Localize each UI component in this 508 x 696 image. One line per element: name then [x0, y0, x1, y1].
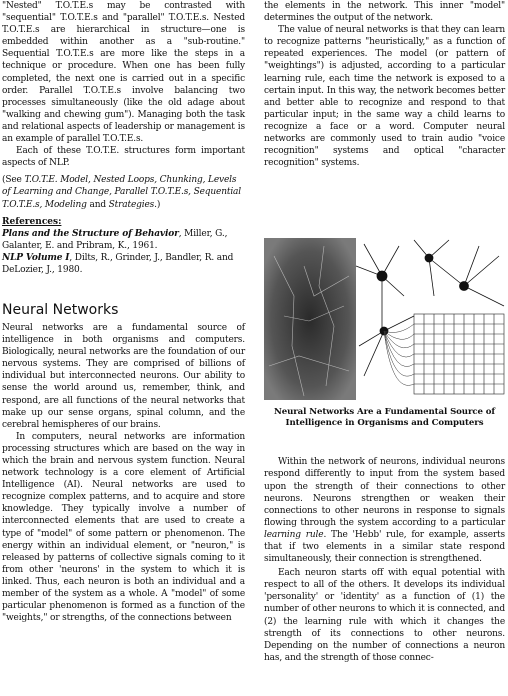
see-last: Strategies	[108, 199, 155, 210]
learning-rule-term: learning rule	[264, 529, 324, 540]
paragraph-neural-networks-intro: Neural networks are a fundamental source of intelligence in both organisms and computers. Biologically, neural networks are the foundation of our nervous systems. They are comprised of billions of individual but interconnected neurons. Our ability to sense the world around us, remember, think, and respond, are all functions of the neural networks that make up our sense organs, spinal column, and the cerebral hemispheres of our brains.	[2, 322, 245, 430]
paragraph-totes-structures: Each of these T.O.T.E. structures form important aspects of NLP.	[2, 146, 245, 169]
left-column	[2, 0, 245, 624]
connection-fibers	[384, 324, 414, 385]
paragraph-learning-rule	[264, 456, 505, 565]
see-and: and	[86, 199, 109, 210]
neurons-illustration	[264, 236, 506, 401]
paragraph-computer-neural-networks: In computers, neural networks are information processing structures which are based on the way in which the brain and nervous system function. Neural network technology is a core element of Artificial Intelligence (AI). Neural networks are used to recognize complex patterns, and to acquire and store knowledge. They typically involve a number of interconnected elements that are used to create a type of "model" of some pattern or phenomenon. The energy within an individual element, or "neuron," is released by patterns of collective signals coming to it from other 'neurons' in the system to which it is linked. Thus, each neuron is both an individual and a member of the system as a whole. A "model" of some particular phenomenon is formed as a function of the "weights," or strengths, of the connections between	[2, 431, 245, 624]
micrograph-background	[264, 238, 356, 400]
reference-2-title: NLP Volume I	[2, 252, 70, 263]
reference-1	[2, 228, 245, 252]
paragraph-neuron-identity: Each neuron starts off with equal potential with respect to all of the others. It develops its individual 'personality' or 'identity' as a function of (1) the number of other neurons to which it is connected, and (2) the learning rule with which it changes the strength of its connections to other neurons. Depending on the number of connections a neuron has, and the strength of those connec-	[264, 568, 505, 663]
neural-network-figure	[264, 236, 506, 401]
network-grid	[414, 314, 504, 394]
paragraph-value-of-networks: The value of neural networks is that they can learn to recognize patterns "heuristically," as a function of repeated experiences. The model (or pattern of "weightings") is adjusted, according to a particular learning rule, each time the network is exposed to a certain input. In this way, the network becomes better and better able to recognize and respond to that particular input; in the same way a child learns to recognize a face or a word. Computer neural networks are commonly used to train audio "voice recognition" systems and optical "character recognition" systems.	[264, 25, 505, 169]
see-also-reference	[2, 174, 245, 210]
reference-2-details: , Dilts, R., Grinder, J., Bandler, R. and DeLozier, J., 1980.	[2, 252, 234, 275]
reference-1-title: Plans and the Structure of Behavior	[2, 228, 179, 239]
references-heading: References:	[2, 216, 62, 227]
section-title: Neural Networks	[2, 301, 119, 318]
neuron-drawings	[356, 240, 504, 376]
reference-1-details: , Miller, G., Galanter, E. and Pribram, K., 1961.	[2, 228, 228, 251]
see-items: T.O.T.E. Model, Nested Loops, Chunking, Levels of Learning and Change, Parallel T.O.T.E.s, Sequential T.O.T.E.s, Modeling	[2, 175, 241, 210]
see-open: (See	[2, 175, 25, 186]
learning-rule-text-b: . The 'Hebb' rule, for example, asserts that if two elements in a similar state respond simultaneously, their connection is strengthened.	[264, 529, 505, 565]
reference-2	[2, 252, 245, 276]
learning-rule-text-a: Within the network of neurons, individual neurons respond differently to input from the system based upon the strength of their connections to other neurons. Neurons strengthen or weaken their connections to other neurons in response to signals flowing through the system according to a particular	[264, 457, 505, 528]
paragraph-nested-totes: "Nested" T.O.T.E.s may be contrasted with "sequential" T.O.T.E.s and "parallel" T.O.T.E.s. Nested T.O.T.E.s are hierarchical in structure—one is embedded within another as a "sub-routine." Sequential T.O.T.E.s are more like the steps in a technique or procedure. When one has been fully completed, the next one is carried out in a specific order. Parallel T.O.T.E.s involve balancing two processes simultaneously (like the old adage about "walking and chewing gum"). Managing both the task and relational aspects of leadership or management is an example of parallel T.O.T.E.s.	[2, 1, 245, 145]
paragraph-network-output: the elements in the network. This inner "model" determines the output of the network.	[264, 1, 505, 24]
figure-caption: Neural Networks Are a Fundamental Source of Intelligence in Organisms and Computers	[273, 407, 496, 429]
see-close: .)	[154, 199, 161, 210]
